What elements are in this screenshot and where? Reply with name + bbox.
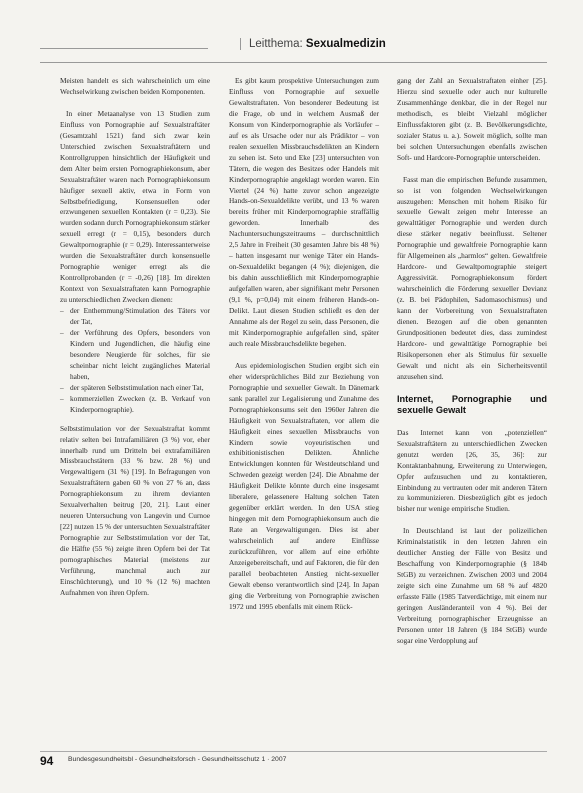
paragraph: Selbststimulation vor der Sexualstraftat kommt relativ selten bei Intrafamiliären (3 %) vor, eher innerhalb rund um Dritteln bei extrafamiliären Missbrauchstätern (33 % bzw. 28 %) und Vergewaltigern (31 %) [19]. In Befragungen von Sexualstraftätern gaben 60 % von 27 % an, dass Pornographiekonsum zu ihrem devianten Sexualverhalten beitrug [20, 21]. Laut einer neueren Untersuchung von Langevin und Curnoe [22] nutzen 15 % der untersuchten Sexualstraftäter Pornographie zur Selbststimulation vor der Tat, die Hälfte (55 %) zeigte ihren Opfern bei der Tat pornographisches Material (meistens zur Verführung, manchmal auch zur Einschüchterung), und 10 % (12 %) machten Aufnahmen von ihren Opfern. — [60, 423, 210, 597]
list-item: – der späteren Selbststimulation nach einer Tat, — [60, 383, 210, 394]
section-label — [240, 38, 386, 50]
list-item: – der Enthemmung/Stimulation des Täters vor der Tat, — [60, 306, 210, 328]
section-heading: Internet, Pornographie und sexuelle Gewalt — [397, 393, 547, 415]
paragraph: Aus epidemiologischen Studien ergibt sich ein eher widersprüchliches Bild zur Beziehung von Pornographie und sexueller Gewalt. In Dänemark sank parallel zur Legalisierung und Zunahme des Pornographiekonsums seit den 1960er Jahren die Häufigkeit von Sexualstraftaten, vor allem die Häufigkeit eines sexuellen Missbrauchs von Kindern sowie voyeuristischen und exhibitionistischen Delikten. Ähnliche Entwicklungen konnten für Westdeutschland und Schweden gezeigt werden [24]. Die Abnahme der Häufigkeit Delikte könnte durch eine insgesamt liberalere, gelassenere Haltung solchen Taten gegenüber erklärt werden. In den USA stieg hingegen mit dem Pornographiekonsum auch die Rate an Vergewaltigungen. Dies ist aber wahrscheinlich auf andere Einflüsse zurückzuführen, vor allem auf eine erhöhte Anzeigebereitschaft, und auf Faktoren, die für den parallel beobachteten Anstieg nicht-sexueller Gewalt ebenso verantwortlich sind [24]. In Japan ging die Verbreitung von Pornographie zwischen 1972 und 1995 ebenfalls mit einem Rück- — [229, 360, 379, 611]
journal-citation: Bundesgesundheitsbl - Gesundheitsforsch - Gesundheitsschutz 1 · 2007 — [68, 756, 287, 763]
paragraph: Das Internet kann von „potenziellen“ Sexualstraftätern zu unterschiedlichen Zwecken genutzt werden [26, 35, 36]: zur Kontaktanbahnung, Erweiterung zu Unterwiegen, Opfer aufzusuchen und zu kontaktieren, Einbindung zu vertrauten oder mit anderen Tätern zu kommunizieren. Diesbezüglich gibt es jedoch bisher nur wenige empirische Studien. — [397, 427, 547, 514]
page-number: 94 — [40, 754, 54, 768]
paragraph: In Deutschland ist laut der polizeilichen Kriminalstatistik in den letzten Jahren ein deutlicher Anstieg der Fälle von Besitz und Beschaffung von Kinderpornographie (§ 184b StGB) zu verzeichnen. Zwischen 2003 und 2004 zeigte sich eine Zunahme um 68 % auf 4820 erfasste Fälle (1985 Tatverdächtige, mit einem nur geringen Ausländeranteil von 4 %). Bei der Verbreitung pornographischer Erzeugnisse an Personen unter 18 Jahren (§ 184 StGB) wurde sogar eine Verdopplung auf — [397, 526, 547, 645]
page-header — [40, 36, 547, 63]
text-column-2 — [229, 76, 379, 624]
text-column-1 — [60, 76, 210, 610]
page-footer — [40, 751, 547, 772]
paragraph: Fasst man die empirischen Befunde zusammen, so ist von folgenden Wechselwirkungen auszugehen: Menschen mit hohem Risiko für sexuelle Gewalt zeigen mehr Interesse an gewalttätiger Pornographie und werden durch diese stärker negativ beeinflusst. Seltener Pornographie und gewaltfreie Pornographie kann für Allgemeinen als „harmlos“ gelten. Gewaltfreie Hardcore- und Gewaltpornographie steigert Aggressivität. Pornographiekonsum fördert wahrscheinlich die Förderung sexueller Devianz (z. B. bei Pädophilen, Sadomasochismus) und kann der Vorbereitung von Sexualstraftaten dienen. Bezogen auf die oben genannten Grundpositionen bedeutet dies, dass zumindest Hardcore- und gewalttätige Pornographie bei Risikopersonen eher als Stimulus für sexuelle Gewalt und nicht als ein Sicherheitsventil anzusehen sind. — [397, 174, 547, 381]
paragraph: gang der Zahl an Sexualstraftaten einher [25]. Hierzu sind sexuelle oder auch nur kulturelle Zusammenhänge denkbar, die in der Regel nur methodisch, es bleibt Vielzahl möglicher Einflussfaktoren gibt (z. B. Bevölkerungsdichte, sozialer Status u. a.). Soweit möglich, sollte man bei solchen Untersuchungen ebenfalls zwischen Soft- und Hardcore-Pornographie unterscheiden. — [397, 76, 547, 162]
list-item: – kommerziellen Zwecken (z. B. Verkauf von Kinderpornographie). — [60, 394, 210, 416]
paragraph: Es gibt kaum prospektive Untersuchungen zum Einfluss von Pornographie auf sexuelle Gewaltstraftaten. Von besonderer Bedeutung ist die Frage, ob und in welchem Ausmaß der Konsum von Kinderpornographie als Vorläufer – auf es als Ursache oder nur als Prädiktor – von realen sexuellen Missbrauchsdelikten an Kindern zu sehen ist. Seto und Eke [23] untersuchten von Tätern, die wegen des Besitzes oder Handels mit Kinderpornographie angeklagt worden waren. Ein Viertel (24 %) hatte zuvor schon angezeigte Hands-on-Sexualdelikte verübt, und 13 % waren bereits früher mit Kinderpornographie straffällig geworden. Innerhalb des Nachuntersuchungszeitraums – durchschnittlich 2,5 Jahre in Freiheit (30 gesamten Jahre bis 48 %) – hatten insgesamt nur wenige Täter ein Hands-on-Sexualdelikt begangen (4 %); diejenigen, die bis dahin ausschließlich mit Kinderpornographie aufgefallen waren, aber signifikant mehr Personen (9,1 %, p=0,04) mit einem früheren Hands-on-Delikt. Laut diesen Studien schließt es den der Annahme als der Regel zu sein, dass Personen, die mit Kinderpornographie aufgefallen sind, später auch reale Missbrauchsdelikte begehen. — [229, 76, 379, 348]
section-label-prefix: Leitthema: — [249, 38, 303, 50]
paragraph: Meisten handelt es sich wahrscheinlich um eine Wechselwirkung zwischen beiden Komponenten. — [60, 76, 210, 96]
paragraph: In einer Metaanalyse von 13 Studien zum Einfluss von Pornographie auf Sexualstraftäter (Gesamtzahl 1521) fand sich zwar kein Unterschied zwischen Sexualstraftätern und Kontrollgruppen hinsichtlich der Häufigkeit und dem Alter beim ersten Pornographiekonsum, aber Sexualstraftäter waren nach Pornographiekonsum häufiger sexuell aktiv, etwa in Form von Selbstbefriedigung, Konsensuellen oder erzwungenen sexuellen Kontakten (r = 0,23). Sie wurden sodann durch Pornographiekonsum stärker sexuell erregt (r = 0,15), besonders durch Gewaltpornographie (r = 0,29). Interessanterweise wurden die Sexualstraftäter durch konsensuelle Pornographie weniger erregt als die Kontrollprobanden (r = -0,26) [18]. Im direkten Kontext von Sexualstraftaten kann Pornographie zu unterschiedlichen Zwecken dienen: — [60, 108, 210, 305]
section-label-topic: Sexualmedizin — [305, 38, 386, 50]
purpose-list — [60, 306, 210, 416]
header-rule — [40, 48, 208, 49]
list-item: – der Verführung des Opfers, besonders von Kindern und Jugendlichen, die häufig eine besondere Neugierde für solches, für sie scheinbar nicht leicht zugängliches Material haben, — [60, 328, 210, 383]
text-column-3 — [397, 76, 547, 658]
